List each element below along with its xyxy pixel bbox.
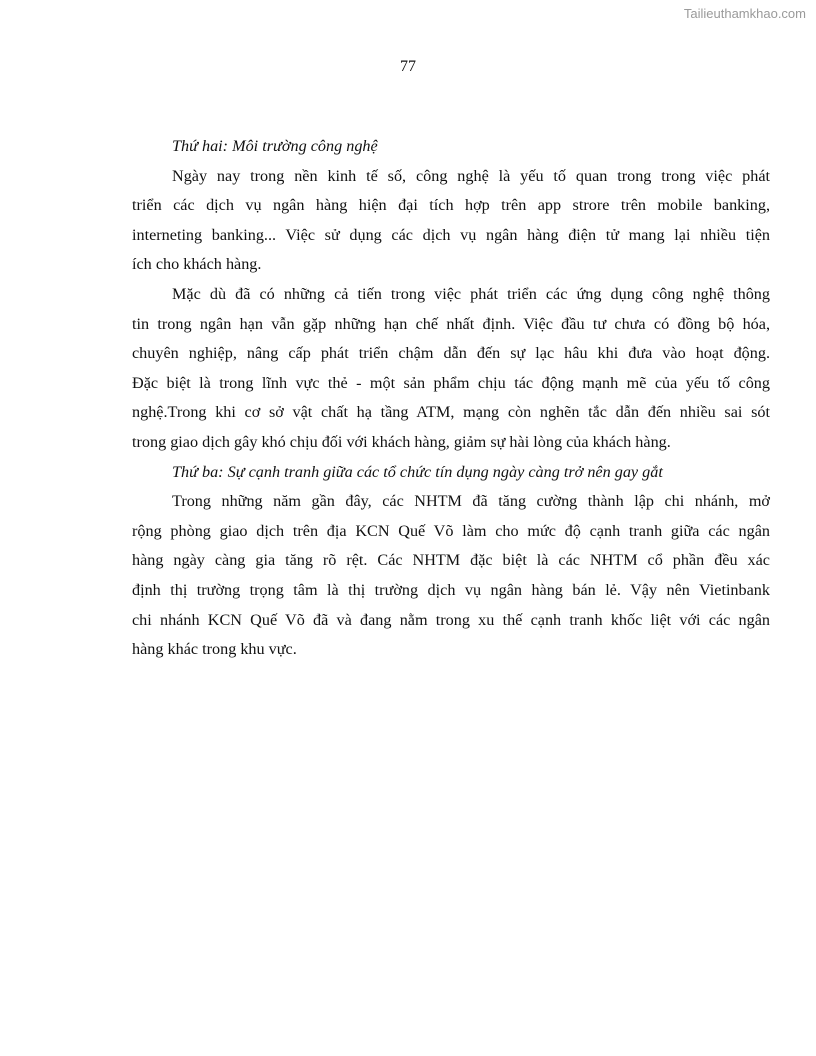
paragraph-line: rộng phòng giao dịch trên địa KCN Quế Võ làm cho mức độ cạnh tranh giữa các ngân: [132, 521, 770, 540]
paragraph-line: hàng khác trong khu vực.: [132, 640, 297, 659]
paragraph-line: Đặc biệt là trong lĩnh vực thẻ - một sản phẩm chịu tác động mạnh mẽ của yếu tố công: [132, 373, 770, 392]
paragraph-line: định thị trường trọng tâm là thị trường dịch vụ ngân hàng bán lẻ. Vậy nên Vietinbank: [132, 580, 770, 599]
paragraph-line: triển các dịch vụ ngân hàng hiện đại tích hợp trên app strore trên mobile banking,: [132, 196, 770, 215]
watermark: Tailieuthamkhao.com: [683, 6, 806, 21]
paragraph-line: trong giao dịch gây khó chịu đối với khách hàng, giảm sự hài lòng của khách hàng.: [132, 432, 671, 451]
paragraph-line: interneting banking... Việc sử dụng các dịch vụ ngân hàng điện tử mang lại nhiều tiện: [132, 225, 770, 244]
section-heading: Thứ hai: Môi trường công nghệ: [172, 137, 378, 155]
paragraph-line: tin trong ngân hạn vẫn gặp những hạn chế nhất định. Việc đầu tư chưa có đồng bộ hóa,: [132, 314, 770, 333]
paragraph-line: nghệ.Trong khi cơ sở vật chất hạ tầng ATM, mạng còn nghẽn tắc dẫn đến nhiều sai sót: [132, 403, 770, 422]
paragraph-line: chuyên nghiệp, nâng cấp phát triển chậm dẫn đến sự lạc hâu khi đưa vào hoạt động.: [132, 344, 770, 363]
paragraph-line: Mặc dù đã có những cả tiến trong việc phát triển các ứng dụng công nghệ thông: [172, 284, 770, 303]
paragraph-line: Ngày nay trong nền kinh tế số, công nghệ là yếu tố quan trong trong việc phát: [172, 166, 770, 185]
document-body: [132, 132, 770, 665]
section-heading: Thứ ba: Sự cạnh tranh giữa các tổ chức tín dụng ngày càng trở nên gay gắt: [172, 462, 663, 481]
paragraph-line: Trong những năm gần đây, các NHTM đã tăng cường thành lập chi nhánh, mở: [172, 492, 770, 511]
paragraph-line: ích cho khách hàng.: [132, 255, 262, 274]
paragraph-line: hàng ngày càng gia tăng rõ rệt. Các NHTM đặc biệt là các NHTM cổ phần đều xác: [132, 551, 770, 570]
paragraph-line: chi nhánh KCN Quế Võ đã và đang nằm trong xu thế cạnh tranh khốc liệt với các ngân: [132, 610, 770, 629]
page-number: 77: [400, 58, 416, 75]
